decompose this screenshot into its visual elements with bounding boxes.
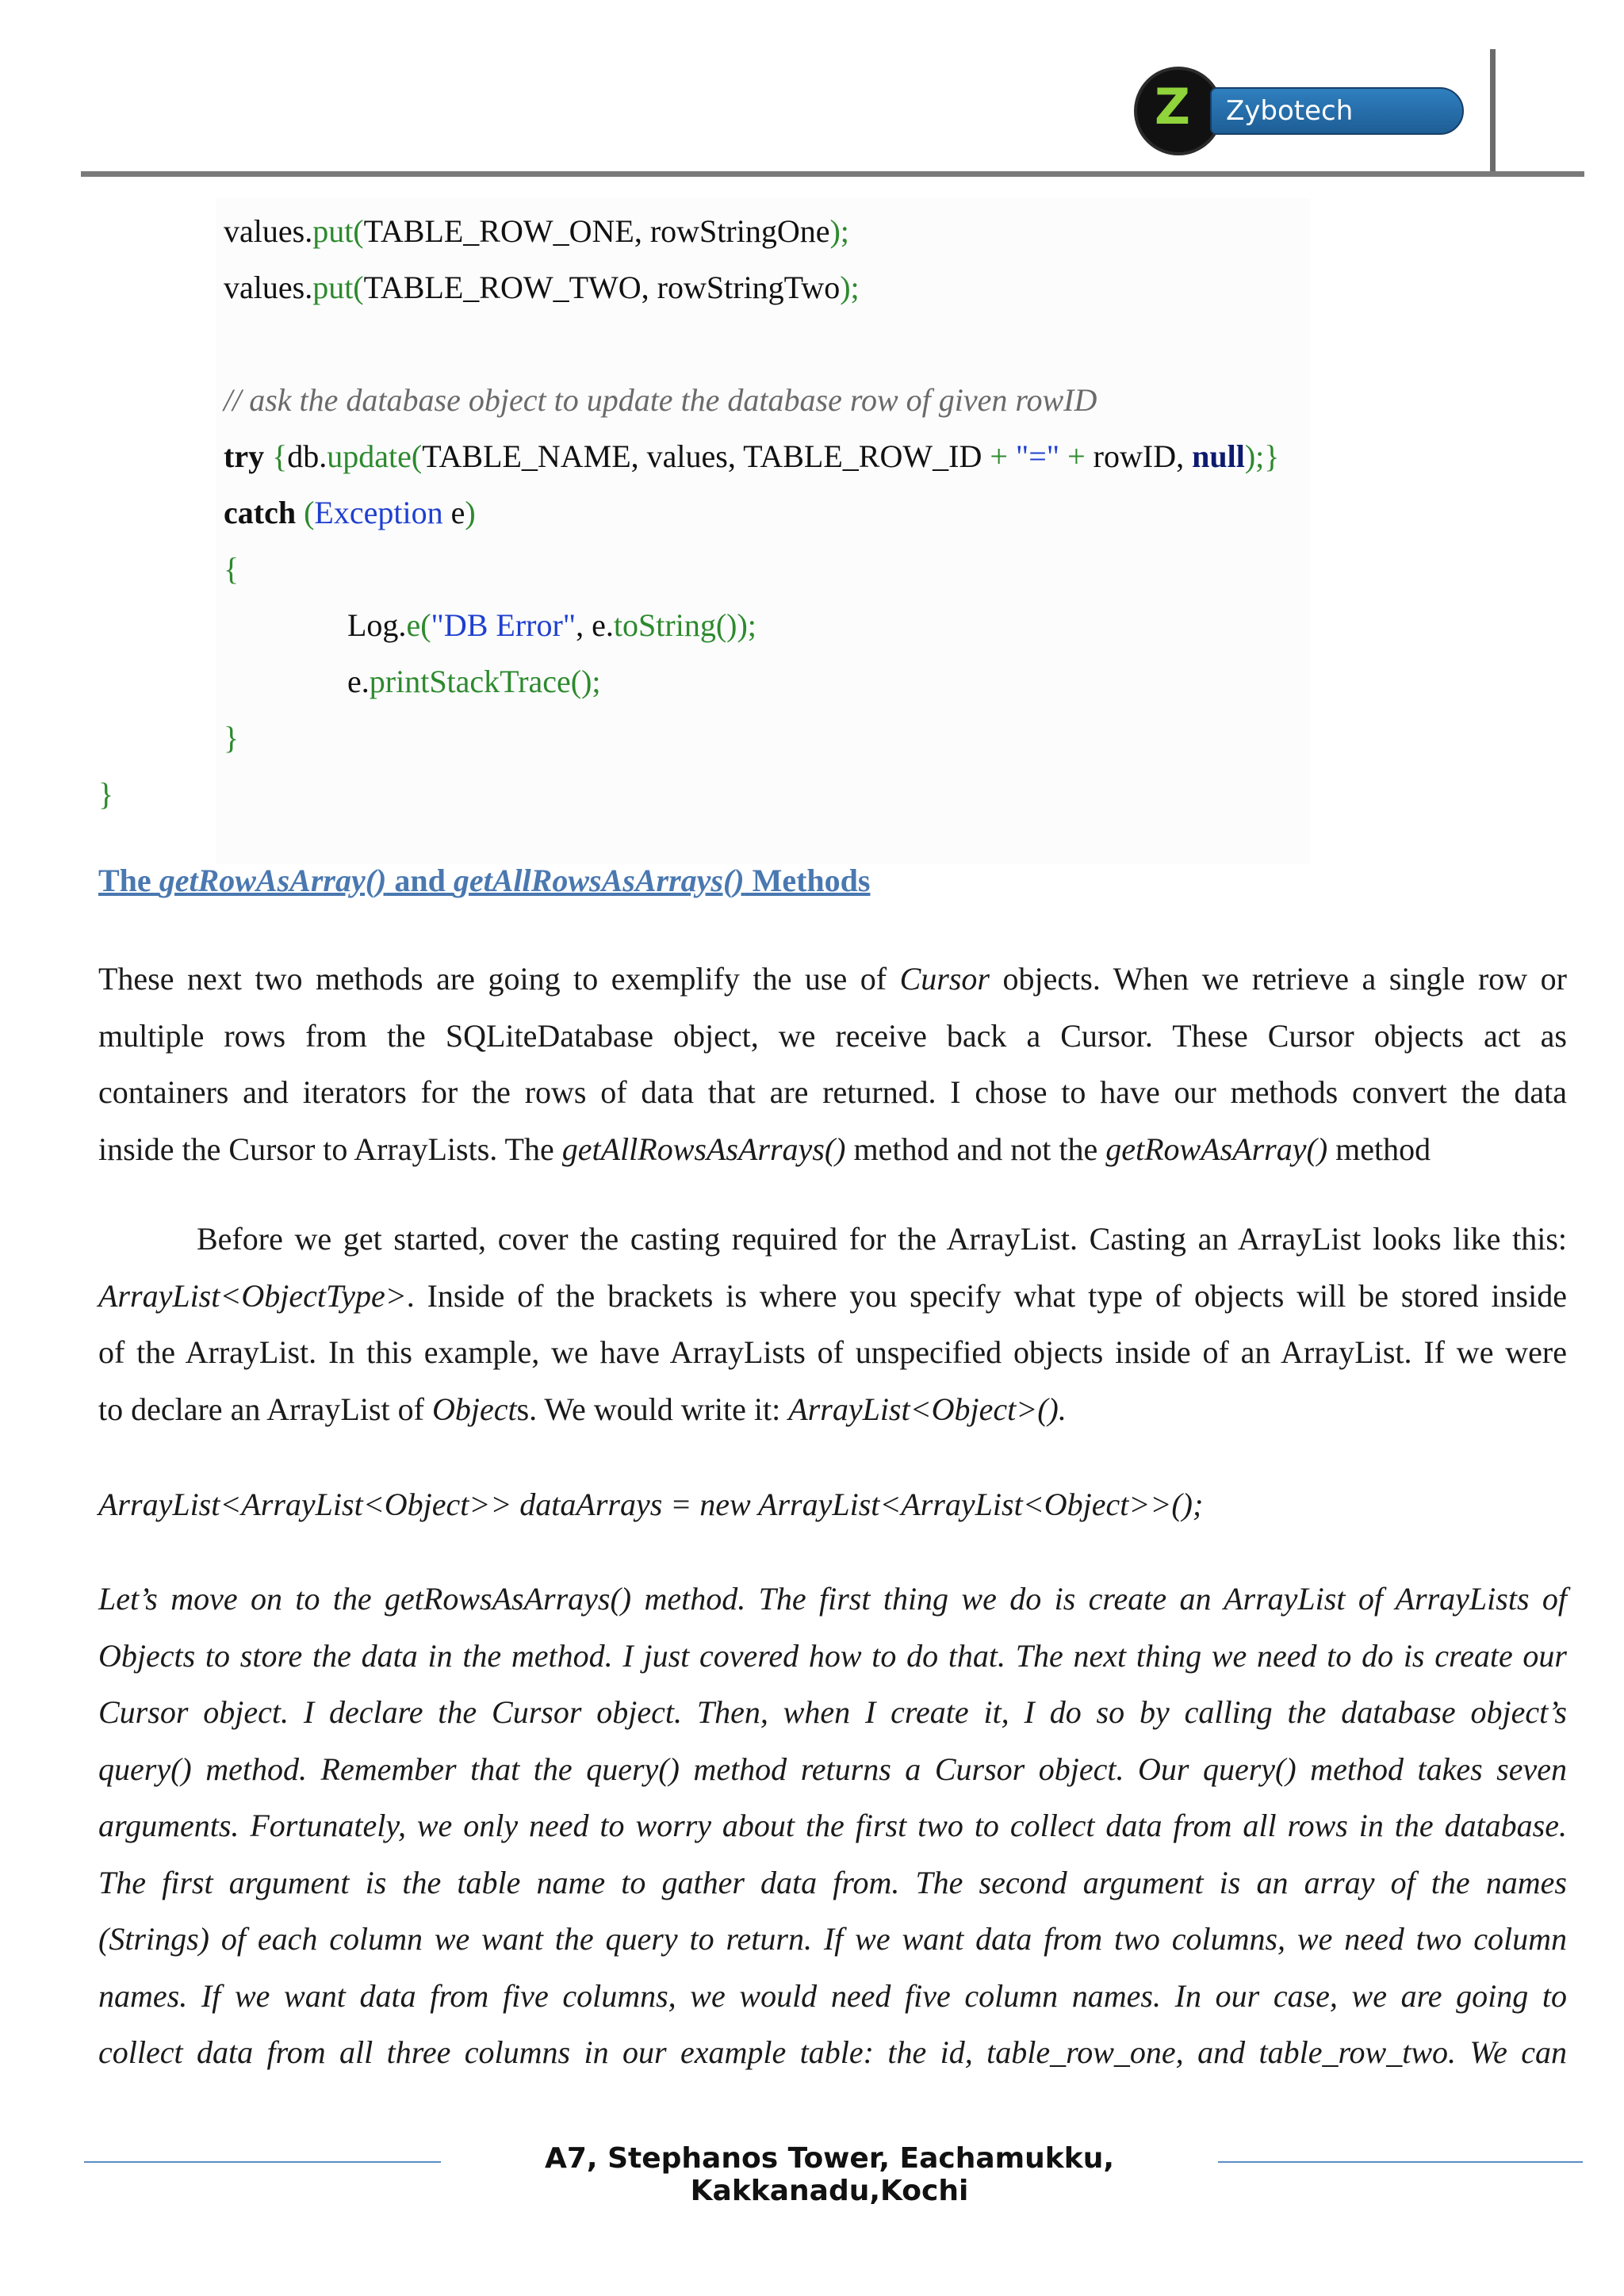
paragraph-cursor-intro (98, 951, 1567, 1177)
code-token: );} (1244, 438, 1280, 474)
code-token: + (990, 438, 1008, 474)
code-token: TABLE_ROW_TWO, rowStringTwo (363, 270, 841, 305)
code-type: Exception (314, 495, 443, 530)
code-line (347, 663, 601, 700)
text-run: to declare an ArrayList of (98, 1391, 432, 1427)
code-token: + (1067, 438, 1086, 474)
header-vertical-rule (1490, 49, 1496, 176)
text-line (98, 951, 1567, 1008)
code-string: "DB Error" (431, 607, 576, 643)
code-token: ) (465, 495, 476, 530)
text-run: s. We would write it: (516, 1391, 789, 1427)
text-run-italic: Cursor (899, 961, 990, 997)
code-token: Log. (347, 607, 407, 643)
text-run-italic: ArrayList<ObjectType> (98, 1277, 407, 1314)
text-run: method (1327, 1131, 1431, 1167)
logo-mark-letter: Z (1155, 78, 1190, 136)
code-example-line: ArrayList<ArrayList<Object>> dataArrays = new ArrayList<ArrayList<Object>>(); (98, 1487, 1204, 1522)
code-token: ); (840, 270, 860, 305)
text-run-italic: ArrayList<Object>(). (788, 1391, 1067, 1427)
code-token: ); (829, 213, 849, 249)
code-token: update( (327, 438, 423, 474)
text-run: objects. When we retrieve a single row or (990, 961, 1568, 997)
code-token: printStackTrace(); (369, 664, 601, 699)
text-run: method and not the (845, 1131, 1106, 1167)
text-run-italic: getRowAsArray() (1105, 1131, 1328, 1167)
section-heading (98, 862, 870, 899)
footer-address: A7, Stephanos Tower, Eachamukku, Kakkanadu,Kochi (544, 2142, 1114, 2207)
heading-method-name: getAllRowsAsArrays() (453, 863, 745, 898)
code-line (224, 494, 476, 531)
text-line: Objects to store the data in the method. I just covered how to do that. The next thing we need to do is create our (98, 1637, 1567, 1674)
code-brace: } (98, 776, 114, 812)
code-token: e. (347, 664, 370, 699)
logo-text: Zybotech Solutions (1210, 87, 1464, 135)
code-string: "=" (1015, 438, 1060, 474)
text-run: . Inside of the brackets is where you specify what type of objects will be stored inside (406, 1277, 1567, 1314)
heading-text: and (386, 863, 454, 898)
header-rule (81, 171, 1584, 177)
text-line: Cursor object. I declare the Cursor object. Then, when I create it, I do so by calling the database object’s (98, 1694, 1567, 1730)
footer-rule-left (84, 2161, 441, 2163)
code-token: db. (287, 438, 327, 474)
code-keyword: null (1192, 438, 1245, 474)
code-comment: // ask the database object to update the database row of given rowID (224, 382, 1097, 418)
code-line (224, 438, 1279, 475)
text-run: inside the Cursor to ArrayLists. The (98, 1131, 562, 1167)
text-line: The first argument is the table name to gather data from. The second argument is an array of the names (98, 1864, 1567, 1900)
text-run: These next two methods are going to exemplify the use of (98, 961, 900, 997)
code-token: { (272, 438, 288, 474)
code-token: ( (304, 495, 315, 530)
text-line (98, 1268, 1567, 1325)
code-token: values. (224, 213, 313, 249)
code-token: rowID, (1085, 438, 1193, 474)
text-run-italic: getAllRowsAsArrays() (561, 1131, 846, 1167)
heading-text: Methods (744, 863, 871, 898)
text-line (98, 1381, 1567, 1438)
code-keyword: try (224, 438, 265, 474)
heading-text: The (98, 863, 159, 898)
code-token: e( (406, 607, 431, 643)
code-token: put( (312, 213, 364, 249)
code-token: put( (312, 270, 364, 305)
code-token: toString()); (613, 607, 756, 643)
text-line: Let’s move on to the getRowsAsArrays() method. The first thing we do is create an ArrayList of ArrayLists of (98, 1581, 1567, 1617)
code-line (224, 212, 849, 250)
text-line: arguments. Fortunately, we only need to worry about the first two to collect data from all rows in the database. (98, 1808, 1567, 1843)
code-token: e (442, 495, 465, 530)
code-line (347, 607, 756, 644)
text-line: collect data from all three columns in our example table: the id, table_row_one, and table_row_two. We can (98, 2034, 1567, 2070)
text-line: Before we get started, cover the casting required for the ArrayList. Casting an ArrayList looks like this: (197, 1221, 1567, 1257)
text-line (98, 1121, 1567, 1178)
code-token: TABLE_NAME, values, TABLE_ROW_ID (422, 438, 990, 474)
text-line: multiple rows from the SQLiteDatabase object, we receive back a Cursor. These Cursor objects act as (98, 1017, 1567, 1054)
text-line: query() method. Remember that the query() method returns a Cursor object. Our query() method takes seven (98, 1751, 1567, 1787)
code-token: , e. (576, 607, 614, 643)
text-line: of the ArrayList. In this example, we have ArrayLists of unspecified objects inside of an ArrayList. If we were (98, 1334, 1567, 1370)
text-run-italic: Object (431, 1391, 517, 1427)
text-line: containers and iterators for the rows of data that are returned. I chose to have our methods convert the data (98, 1074, 1567, 1110)
paragraph-arraylist-casting (98, 1211, 1567, 1437)
code-brace: { (224, 551, 239, 587)
text-line: names. If we want data from five columns, we would need five column names. In our case, we are going to (98, 1977, 1567, 2014)
company-logo (1134, 67, 1467, 171)
code-keyword: catch (224, 495, 297, 530)
code-line (224, 269, 860, 306)
code-brace: } (224, 720, 239, 756)
heading-method-name: getRowAsArray() (159, 863, 387, 898)
paragraph-getrows-explanation (98, 1571, 1567, 2081)
text-line: (Strings) of each column we want the query to return. If we want data from two columns, we need two column (98, 1921, 1567, 1957)
code-token: TABLE_ROW_ONE, rowStringOne (363, 213, 830, 249)
footer-rule-right (1218, 2161, 1583, 2163)
code-token: values. (224, 270, 313, 305)
